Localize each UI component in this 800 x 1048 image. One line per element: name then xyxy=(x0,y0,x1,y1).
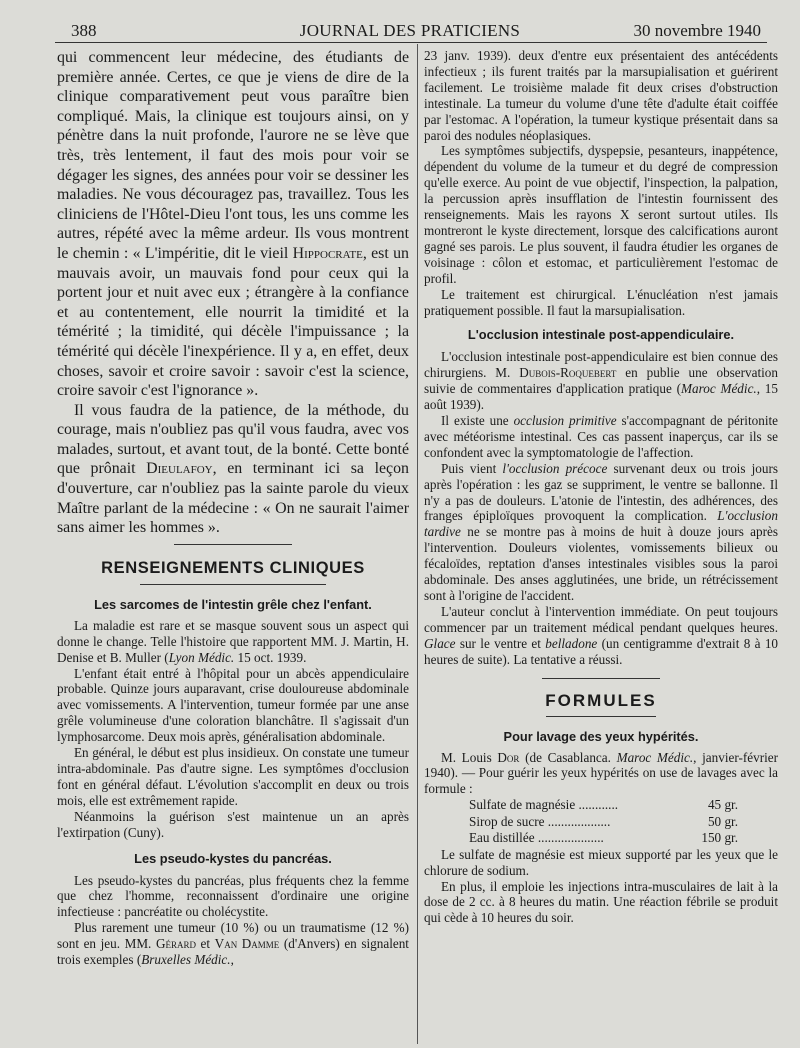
article-title-lavage: Pour lavage des yeux hypérités. xyxy=(503,728,699,744)
section-title: FORMULES xyxy=(545,690,657,710)
section-title: RENSEIGNEMENTS CLINIQUES xyxy=(101,558,365,577)
journal-ref: Maroc Médic. xyxy=(616,749,694,765)
paragraph: M. Louis Dor (de Casablanca. Maroc Médic., janvier-février 1940). — Pour guérir les yeux hypérités on use de lavages avec la formule : xyxy=(424,749,779,797)
article-title-sarcomes: Les sarcomes de l'intestin grêle chez l'enfant. xyxy=(94,596,372,612)
running-header xyxy=(55,18,765,44)
paragraph: L'enfant était entré à l'hôpital pour un abcès appendiculaire probable. Quinze jours auparavant, crise douloureuse abdominale avec vomissements. A l'intervention, tumeur formée par une anse grêle volumineuse d'une coloration blanchâtre. Il s'agissait d'un lymphosarcome. Deux mois après, généralisation abdominale. xyxy=(57,665,409,745)
quantity: 150 gr. xyxy=(701,830,738,846)
author-name: Van Damme xyxy=(214,936,280,952)
paragraph: Puis vient l'occlusion précoce survenant deux ou trois jours après l'opération : les gaz se suppriment, le ventre se ballonne. Il n'y a pas de douleurs. L'atonie de l'intestin, des adhérences, des franges épiploïques provoquent la complication. L'occlusion tardive ne se montre pas à moins de huit à douze jours après l'intervention. Douleurs violentes, vomissements bilieux ou fécaloïdes, reptation d'anses intestinales visibles sous la paroi abdominale. Des anses agglutinées, une bride, un rétrécissement sont à l'origine de l'accident. xyxy=(424,460,779,603)
formula-row xyxy=(424,814,778,831)
formula-row xyxy=(424,830,778,847)
column-divider xyxy=(417,44,418,1044)
author-name: Gérard xyxy=(155,936,196,952)
author-name: Dieulafoy xyxy=(146,460,213,478)
section-renseignements xyxy=(57,559,409,585)
paragraph: La maladie est rare et se masque souvent sous un aspect qui donne le change. Telle l'histoire que rapportent MM. J. Martin, H. Denise et B. Muller (Lyon Médic. 15 oct. 1939. xyxy=(57,617,409,665)
paragraph: L'occlusion intestinale post-appendiculaire est bien connue des chirurgiens. M. Dubois-Roquebert en publie une observation suivie de commentaires d'application pratique (Maroc Médic., 15 août 1939). xyxy=(424,349,778,413)
article-title-occlusion: L'occlusion intestinale post-appendiculaire. xyxy=(467,327,735,343)
paragraph: Néanmoins la guérison s'est maintenue un an après l'extirpation (Cuny). xyxy=(57,808,409,840)
section-title-rule xyxy=(546,716,656,717)
article-lavage xyxy=(424,750,778,927)
journal-ref: Lyon Médic. xyxy=(168,649,235,665)
journal-ref: Bruxelles Médic. xyxy=(141,952,231,968)
paragraph: Les symptômes subjectifs, dyspepsie, pesanteurs, inappétence, dépendent du volume de la tumeur et du degré de compression qu'elle exerce. Au point de vue objectif, l'inspection, la palpation, la percussion après insufflation de l'intestin fournissent des renseignements. Mais les rayons X seront surtout utiles. Ils montreront le kyste directement, lorsque des calcifications auront gagné ses parois. Le plus souvent, il faudra étudier les organes de voisinage : côlon et estomac, et particulièrement l'estomac de profil. xyxy=(424,143,778,286)
paragraph: Le traitement est chirurgical. L'énucléation n'est jamais pratiquement possible. Il faut la marsupialisation. xyxy=(424,286,778,318)
journal-ref: Maroc Médic. xyxy=(681,381,757,397)
ingredient: Sirop de sucre ................... xyxy=(469,813,611,829)
right-column xyxy=(424,48,778,926)
ingredient: Eau distillée .................... xyxy=(469,830,604,846)
paragraph: En plus, il emploie les injections intra-musculaires de lait à la dose de 2 cc. à 8 heures du matin. Une réaction fébrile se produit qui cède à 10 heures du soir. xyxy=(424,878,778,926)
article-occlusion xyxy=(424,349,778,667)
intro-paragraph-1: qui commencent leur médecine, des étudiants de première année. Certes, ce que je viens de dire de la clinique comparativement peut vous paraître bien compliqué. Mais, la clinique est toujours ainsi, on y pénètre dans la nuit profonde, l'aurore ne se lève que très, très lentement, il faut des mois pour voir se dégager les signes, des années pour voir se dessiner les maladies. Ne vous découragez pas, travaillez. Tous les cliniciens de l'Hôtel-Dieu l'ont tous, les uns comme les autres, répété avec la même ardeur. Ils vous montrent le chemin : « L'impéritie, dit le vieil Hippocrate, est un mauvais avoir, un mauvais fond pour ceux qui la portent jour et nuit avec eux ; étrangère à la confiance et au contentement, elle nourrit la timidité et la témérité ; la timidité, qui décèle l'impuissance ; la témérité qui décèle l'inexpérience. Il y a, en effet, deux choses, savoir et croire savoir : savoir c'est la science, croire savoir c'est l'ignorance ». xyxy=(57,49,409,400)
header-rule xyxy=(55,42,767,43)
section-title-rule xyxy=(140,584,326,585)
paragraph: Les pseudo-kystes du pancréas, plus fréquents chez la femme que chez l'homme, reconnaissent d'ordinaire une origine infectieuse : pancréatite ou cholécystite. xyxy=(57,872,409,920)
author-name: Dor xyxy=(497,749,520,765)
intro-paragraph-2: Il vous faudra de la patience, de la méthode, du courage, mais n'oubliez pas qu'il vous faudra, avec vos malades, surtout, et avant tout, de la bonté. Cette bonté que prônait Dieulafoy, en terminant ici sa leçon d'ouverture, car n'oubliez pas la sainte parole du vieux Maître parlant de la médecine : « On ne saurait l'aimer sans aimer les hommes ». xyxy=(57,401,409,537)
page-number: 388 xyxy=(71,21,97,40)
section-formules xyxy=(424,691,778,717)
paragraph: Plus rarement une tumeur (10 %) ou un traumatisme (12 %) sont en jeu. MM. Gérard et Van Damme (d'Anvers) en signalent trois exemples (Bruxelles Médic., xyxy=(57,920,409,968)
paragraph: Il existe une occlusion primitive s'accompagnant de péritonite avec météorisme intestinal. Ces cas passent inaperçus, car ils se confondent avec la symptomatologie de l'affection. xyxy=(424,413,778,460)
issue-date: 30 novembre 1940 xyxy=(633,21,761,40)
formula-list xyxy=(424,797,778,847)
author-name: Dubois-Roquebert xyxy=(519,365,617,381)
paragraph: Le sulfate de magnésie est mieux supporté par les yeux que le chlorure de sodium. xyxy=(424,846,778,878)
author-name: Hippocrate xyxy=(292,244,363,262)
paragraph-continued: 23 janv. 1939). deux d'entre eux présentaient des antécédents infectieux ; ils furent traités par la marsupialisation et guérirent facilement. Le troisième malade fit deux crises d'obstruction intestinale. La tumeur du volume d'une tête d'adulte était coiffée par l'estomac. A l'opération, la tumeur kystique présentait dans sa paroi des nodules néoplasiques. xyxy=(424,48,778,143)
formula-row xyxy=(424,797,778,814)
paragraph: En général, le début est plus insidieux. On constate une tumeur intra-abdominale. Pas d'autre signe. Les symptômes d'occlusion font en général défaut. L'évolution s'accomplit en deux ou trois mois, elle est extrêmement rapide. xyxy=(57,745,409,808)
article-title-pseudo-kystes: Les pseudo-kystes du pancréas. xyxy=(134,850,332,866)
journal-title: JOURNAL DES PRATICIENS xyxy=(299,21,521,40)
ingredient: Sulfate de magnésie ............ xyxy=(469,797,619,813)
left-column xyxy=(57,48,409,968)
quantity: 45 gr. xyxy=(707,797,738,813)
quantity: 50 gr. xyxy=(707,813,738,829)
section-separator xyxy=(174,544,292,545)
section-separator xyxy=(542,678,660,679)
paragraph: L'auteur conclut à l'intervention immédiate. On peut toujours commencer par un traitement médical pendant quelques heures. Glace sur le ventre et belladone (un centigramme d'extrait 8 à 10 heures de suite). La tentative a réussi. xyxy=(424,603,779,667)
article-pseudo-kystes xyxy=(57,873,409,968)
article-sarcomes xyxy=(57,618,409,841)
